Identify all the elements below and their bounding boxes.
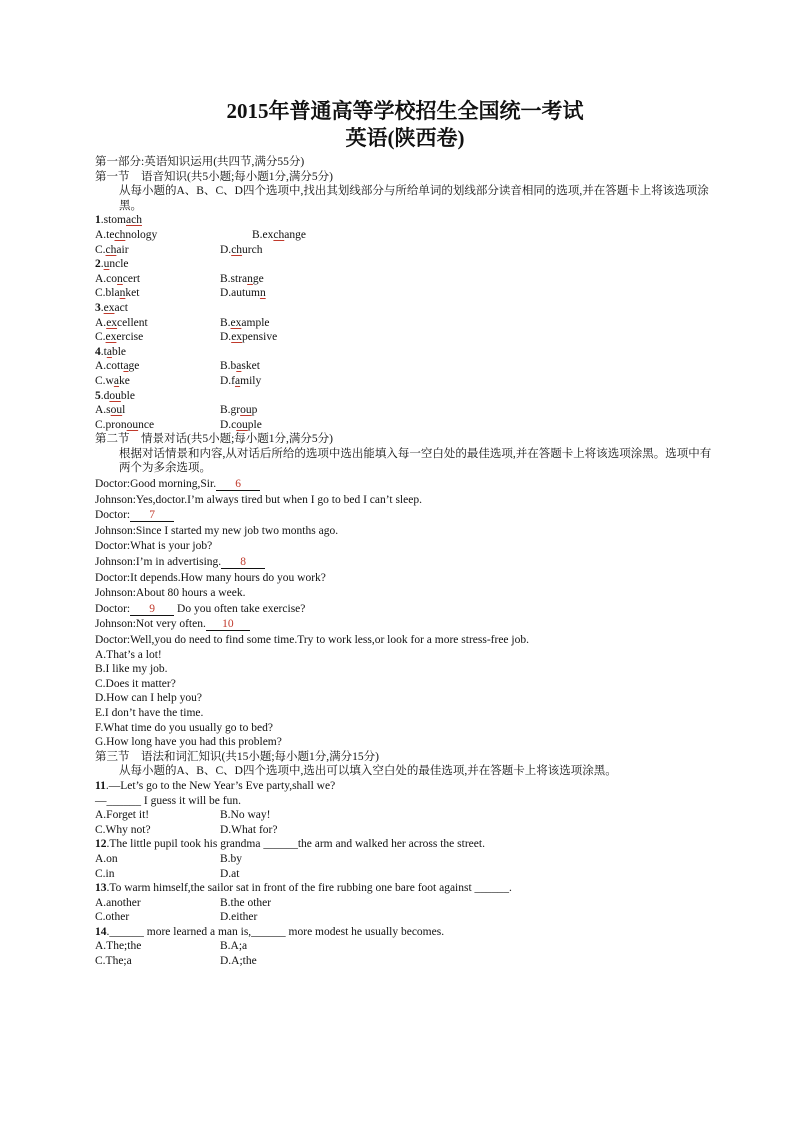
section1-heading: 第一节 语音知识(共5小题;每小题1分,满分5分) bbox=[95, 170, 333, 183]
option-word: D.family bbox=[220, 374, 262, 387]
answer-blank[interactable]: 7 bbox=[130, 509, 174, 522]
question-stem: 14.______ more learned a man is,______ more modest he usually becomes. bbox=[95, 925, 445, 938]
dialogue-line: Doctor:Good morning,Sir. 6 bbox=[95, 477, 715, 492]
grammar-questions bbox=[95, 779, 715, 969]
option-choice[interactable] bbox=[220, 243, 715, 258]
option-word: C.exercise bbox=[95, 331, 144, 344]
option-word: C.blanket bbox=[95, 287, 140, 300]
option-choice[interactable]: D.at bbox=[220, 867, 240, 880]
option-choice[interactable]: A.another bbox=[95, 896, 141, 909]
question-number: 12 bbox=[95, 838, 107, 851]
dialogue-choice[interactable]: D.How can I help you? bbox=[95, 692, 202, 705]
question-stem: —______ I guess it will be fun. bbox=[95, 794, 241, 807]
option-choice[interactable] bbox=[95, 418, 220, 433]
option-choice[interactable]: B.the other bbox=[220, 896, 272, 909]
stem-word: .table bbox=[100, 345, 126, 358]
dialogue-choice[interactable]: B.I like my job. bbox=[95, 663, 168, 676]
option-choice[interactable]: B.A;a bbox=[220, 940, 248, 953]
option-word: B.exchange bbox=[252, 228, 306, 241]
option-choice[interactable] bbox=[220, 228, 715, 243]
option-choice[interactable]: D.either bbox=[220, 911, 258, 924]
stem-word: .uncle bbox=[100, 258, 129, 271]
option-choice[interactable] bbox=[95, 286, 220, 301]
option-word: A.technology bbox=[95, 228, 158, 241]
dialogue-choices bbox=[95, 648, 715, 750]
option-choice[interactable] bbox=[220, 316, 715, 331]
dialogue-line: Johnson:Yes,doctor.I’m always tired but when I go to bed I can’t sleep. bbox=[95, 493, 422, 506]
dialogue-choice[interactable]: E.I don’t have the time. bbox=[95, 706, 204, 719]
option-choice[interactable]: D.What for? bbox=[220, 823, 278, 836]
section3-instruction: 从每小题的A、B、C、D四个选项中,选出可以填入空白处的最佳选项,并在答题卡上将该选项涂黑。 bbox=[119, 765, 617, 778]
question-stem bbox=[95, 389, 715, 404]
option-word: A.concert bbox=[95, 272, 141, 285]
phonetics-questions bbox=[95, 213, 715, 432]
question-number: 4 bbox=[95, 345, 101, 358]
section1-instruction: 从每小题的A、B、C、D四个选项中,找出其划线部分与所给单词的划线部分读音相同的选项,并在答题卡上将该选项涂黑。 bbox=[119, 185, 709, 212]
option-word: C.wake bbox=[95, 374, 130, 387]
option-row bbox=[95, 823, 715, 838]
option-word: B.basket bbox=[220, 360, 260, 373]
option-choice[interactable] bbox=[220, 272, 715, 287]
option-row bbox=[95, 316, 715, 331]
question-stem bbox=[95, 257, 715, 272]
option-word: B.example bbox=[220, 316, 270, 329]
dialogue-choice[interactable]: G.How long have you had this problem? bbox=[95, 736, 282, 749]
dialogue-choice[interactable]: A.That’s a lot! bbox=[95, 648, 162, 661]
question-stem: 11.—Let’s go to the New Year’s Eve party,shall we? bbox=[95, 779, 336, 792]
option-choice[interactable] bbox=[95, 359, 220, 374]
option-choice[interactable] bbox=[95, 243, 220, 258]
option-choice[interactable]: C.in bbox=[95, 867, 115, 880]
option-word: D.expensive bbox=[220, 331, 278, 344]
option-row bbox=[95, 939, 715, 954]
option-row bbox=[95, 418, 715, 433]
page-subtitle: 英语(陕西卷) bbox=[345, 126, 465, 150]
question-number: 3 bbox=[95, 301, 101, 314]
option-choice[interactable] bbox=[220, 359, 715, 374]
question-stem bbox=[95, 345, 715, 360]
page-title: 2015年普通高等学校招生全国统一考试 bbox=[226, 99, 584, 123]
option-row bbox=[95, 228, 715, 243]
option-word: C.chair bbox=[95, 243, 129, 256]
question-number: 14 bbox=[95, 925, 107, 938]
dialogue-line: Doctor:What is your job? bbox=[95, 540, 213, 553]
option-choice[interactable] bbox=[95, 374, 220, 389]
dialogue-choice[interactable]: C.Does it matter? bbox=[95, 677, 176, 690]
option-row bbox=[95, 852, 715, 867]
option-row bbox=[95, 808, 715, 823]
section2-heading: 第二节 情景对话(共5小题;每小题1分,满分5分) bbox=[95, 433, 333, 446]
exam-page bbox=[95, 98, 715, 969]
option-choice[interactable]: B.No way! bbox=[220, 809, 271, 822]
option-word: A.excellent bbox=[95, 316, 148, 329]
dialogue-line: Johnson:Since I started my new job two months ago. bbox=[95, 524, 339, 537]
question-number: 1 bbox=[95, 214, 101, 227]
option-word: B.group bbox=[220, 404, 258, 417]
answer-blank[interactable]: 10 bbox=[206, 618, 250, 631]
option-choice[interactable]: B.by bbox=[220, 852, 243, 865]
option-row bbox=[95, 286, 715, 301]
dialogue bbox=[95, 477, 715, 648]
stem-word: .exact bbox=[100, 301, 128, 314]
question-number: 13 bbox=[95, 882, 107, 895]
option-row bbox=[95, 896, 715, 911]
option-row bbox=[95, 272, 715, 287]
option-word: A.cottage bbox=[95, 360, 140, 373]
option-row bbox=[95, 954, 715, 969]
answer-blank[interactable]: 9 bbox=[130, 603, 174, 616]
option-choice[interactable]: D.A;the bbox=[220, 955, 257, 968]
option-choice[interactable] bbox=[220, 374, 715, 389]
option-choice[interactable]: C.other bbox=[95, 911, 130, 924]
dialogue-choice[interactable]: F.What time do you usually go to bed? bbox=[95, 721, 273, 734]
stem-word: .stomach bbox=[100, 214, 142, 227]
part1-heading: 第一部分:英语知识运用(共四节,满分55分) bbox=[95, 156, 305, 168]
option-choice[interactable] bbox=[95, 272, 220, 287]
dialogue-line: Doctor: 7 bbox=[95, 508, 715, 523]
question-stem: 13.To warm himself,the sailor sat in front of the fire rubbing one bare foot against ______. bbox=[95, 882, 512, 895]
option-word: D.couple bbox=[220, 418, 262, 431]
option-word: D.autumn bbox=[220, 287, 266, 300]
question-stem bbox=[95, 301, 715, 316]
option-word: B.strange bbox=[220, 272, 264, 285]
dialogue-line: Johnson:Not very often. 10 bbox=[95, 617, 715, 632]
question-stem bbox=[95, 213, 715, 228]
option-row bbox=[95, 910, 715, 925]
stem-word: .double bbox=[100, 389, 135, 402]
option-choice[interactable] bbox=[95, 228, 220, 243]
dialogue-line: Johnson:I’m in advertising. 8 bbox=[95, 555, 715, 570]
option-choice[interactable]: C.Why not? bbox=[95, 823, 151, 836]
answer-blank[interactable]: 6 bbox=[216, 478, 260, 491]
option-row bbox=[95, 403, 715, 418]
option-word: D.church bbox=[220, 243, 263, 256]
dialogue-line: Doctor: 9 Do you often take exercise? bbox=[95, 602, 306, 615]
question-number: 2 bbox=[95, 258, 101, 271]
section2-instruction: 根据对话情景和内容,从对话后所给的选项中选出能填入每一空白处的最佳选项,并在答题卡上将该选项涂黑。选项中有两个为多余选项。 bbox=[119, 447, 712, 475]
option-choice[interactable]: A.on bbox=[95, 852, 118, 865]
option-row bbox=[95, 867, 715, 882]
option-choice[interactable] bbox=[220, 286, 715, 301]
option-choice[interactable]: A.The;the bbox=[95, 940, 142, 953]
option-choice[interactable] bbox=[220, 403, 715, 418]
option-row bbox=[95, 374, 715, 389]
section3-heading: 第三节 语法和词汇知识(共15小题;每小题1分,满分15分) bbox=[95, 750, 379, 763]
option-choice[interactable] bbox=[220, 418, 715, 433]
question-number: 11 bbox=[95, 779, 106, 792]
option-word: A.soul bbox=[95, 404, 126, 417]
option-choice[interactable] bbox=[95, 316, 220, 331]
option-choice[interactable]: C.The;a bbox=[95, 955, 132, 968]
question-number: 5 bbox=[95, 389, 101, 402]
dialogue-line: Doctor:It depends.How many hours do you work? bbox=[95, 571, 326, 584]
dialogue-line: Johnson:About 80 hours a week. bbox=[95, 587, 246, 600]
option-choice[interactable]: A.Forget it! bbox=[95, 809, 150, 822]
option-choice[interactable] bbox=[95, 403, 220, 418]
question-stem: 12.The little pupil took his grandma ______the arm and walked her across the street. bbox=[95, 838, 485, 851]
answer-blank[interactable]: 8 bbox=[221, 556, 265, 569]
option-choice[interactable] bbox=[220, 330, 715, 345]
option-row bbox=[95, 330, 715, 345]
dialogue-line: Doctor:Well,you do need to find some time.Try to work less,or look for a more stress-free job. bbox=[95, 634, 529, 646]
option-choice[interactable] bbox=[95, 330, 220, 345]
option-row bbox=[95, 359, 715, 374]
option-row bbox=[95, 243, 715, 258]
option-word: C.pronounce bbox=[95, 418, 155, 431]
